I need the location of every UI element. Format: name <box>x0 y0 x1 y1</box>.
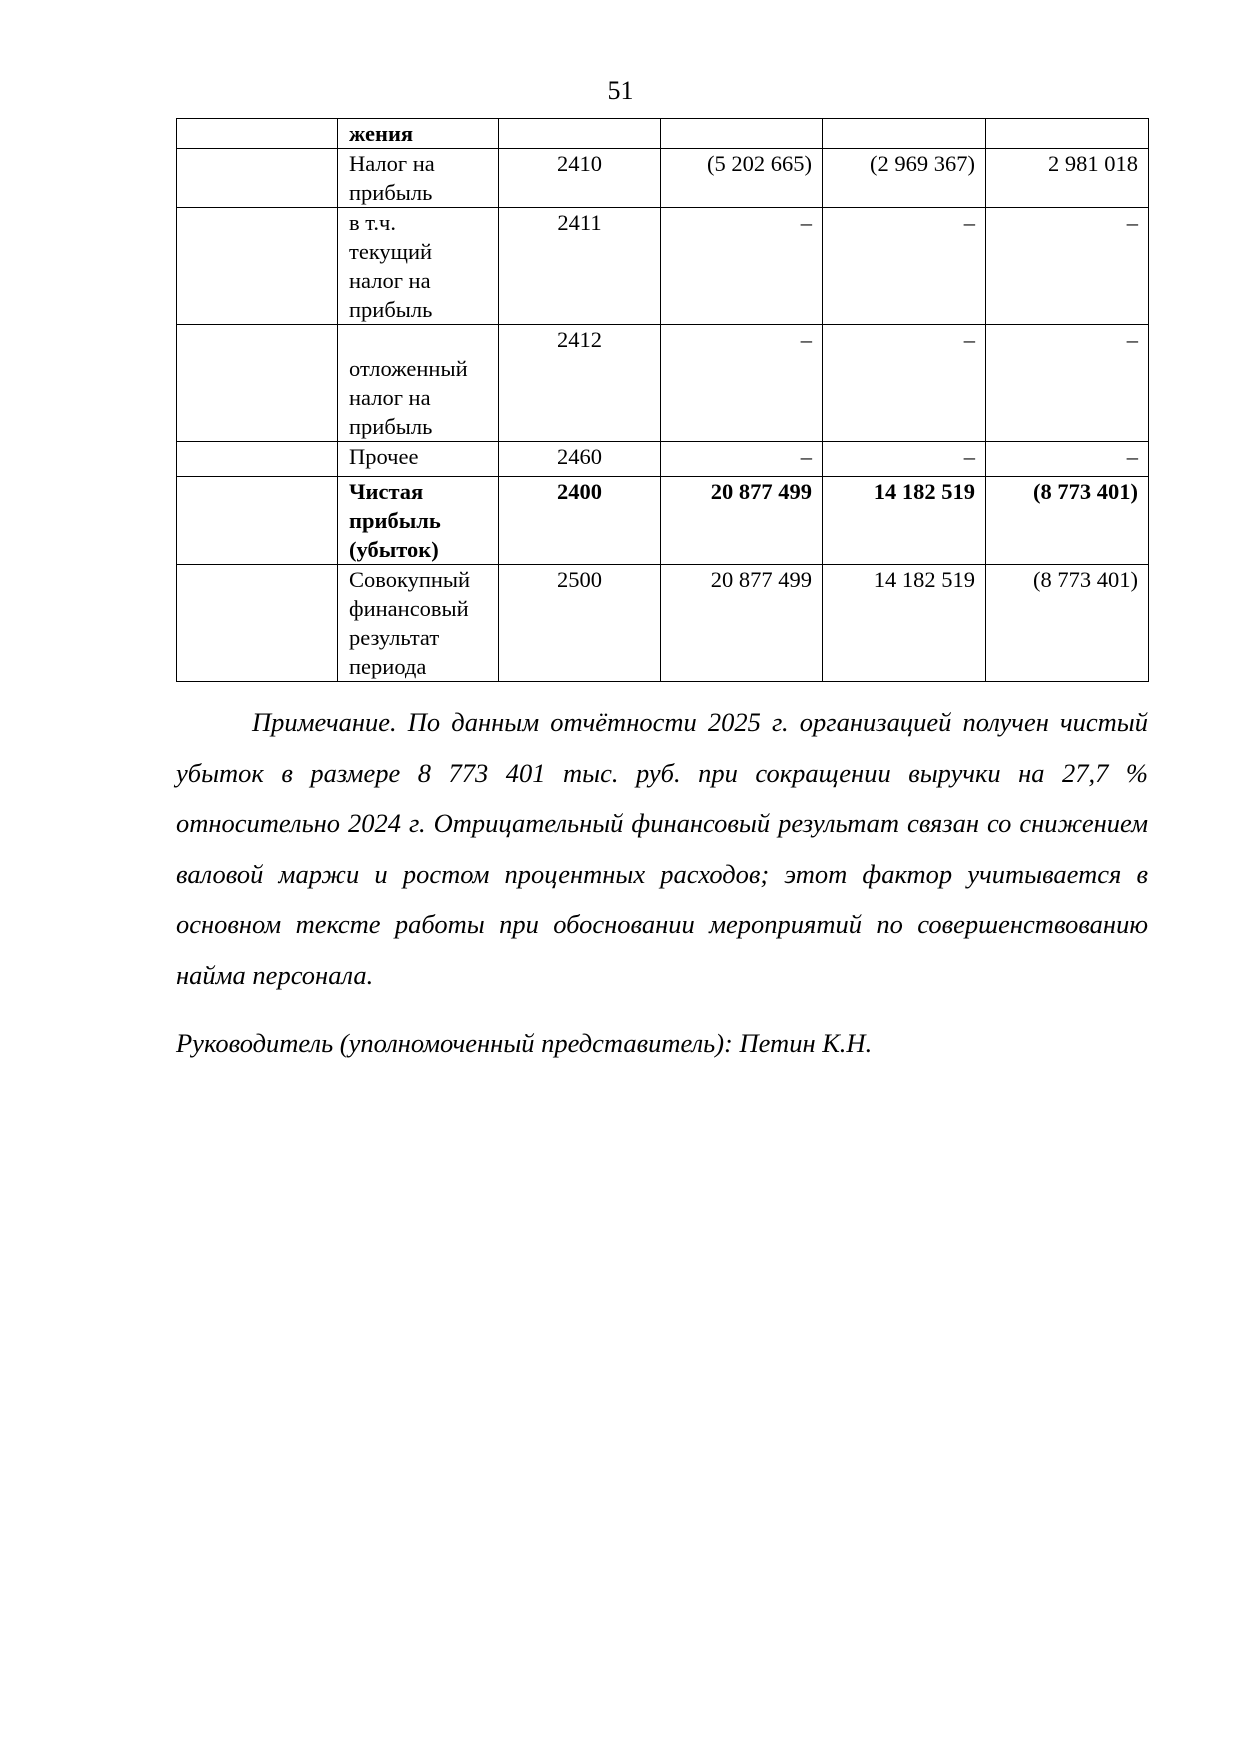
row-label-cell: Налог на прибыль <box>338 149 499 208</box>
row-value-cell <box>986 119 1149 149</box>
row-label-cell: Прочее <box>338 442 499 477</box>
row-blank-cell <box>177 442 338 477</box>
row-label-cell: в т.ч. текущий налог на прибыль <box>338 208 499 325</box>
signature-line: Руководитель (уполномоченный представитель): Петин К.Н. <box>176 1028 873 1058</box>
row-value-cell: 14 182 519 <box>823 477 986 565</box>
row-value-cell: – <box>823 325 986 442</box>
row-value-cell: – <box>661 442 823 477</box>
row-blank-cell <box>177 565 338 682</box>
row-code-cell: 2400 <box>499 477 661 565</box>
row-value-cell: – <box>661 208 823 325</box>
row-code-cell: 2500 <box>499 565 661 682</box>
row-value-cell: – <box>986 325 1149 442</box>
row-blank-cell <box>177 208 338 325</box>
table-row <box>177 442 1149 477</box>
row-value-cell: – <box>986 442 1149 477</box>
row-blank-cell <box>177 477 338 565</box>
page-number: 51 <box>607 76 634 105</box>
row-value-cell: (8 773 401) <box>986 477 1149 565</box>
row-value-cell: – <box>986 208 1149 325</box>
table-row <box>177 208 1149 325</box>
row-label-cell: отложенный налог на прибыль <box>338 325 499 442</box>
table-row <box>177 565 1149 682</box>
row-value-cell: (8 773 401) <box>986 565 1149 682</box>
row-code-cell: 2460 <box>499 442 661 477</box>
row-value-cell: – <box>823 208 986 325</box>
table-note: Примечание. По данным отчётности 2025 г. организацией получен чистый убыток в размере 8 773 401 тыс. руб. при сокращении выручки на 27,7 % относительно 2024 г. Отрицательный финансовый результат связан со снижением валовой маржи и ростом процентных расходов; этот фактор учитывается в основном тексте работы при обосновании мероприятий по совершенствованию найма персонала. <box>176 707 1148 990</box>
row-value-cell: (2 969 367) <box>823 149 986 208</box>
row-value-cell: – <box>661 325 823 442</box>
table-row <box>177 149 1149 208</box>
financial-results-table <box>176 118 1149 682</box>
row-label-cell: Совокупный финансовый результат периода <box>338 565 499 682</box>
row-value-cell: 2 981 018 <box>986 149 1149 208</box>
row-code-cell: 2412 <box>499 325 661 442</box>
row-blank-cell <box>177 119 338 149</box>
table-row <box>177 119 1149 149</box>
row-value-cell: – <box>823 442 986 477</box>
row-blank-cell <box>177 325 338 442</box>
row-blank-cell <box>177 149 338 208</box>
row-code-cell: 2410 <box>499 149 661 208</box>
row-label-cell: Чистая прибыль (убыток) <box>338 477 499 565</box>
row-value-cell: 14 182 519 <box>823 565 986 682</box>
row-label-cell: жения <box>338 119 499 149</box>
table-body <box>177 119 1149 682</box>
row-value-cell: 20 877 499 <box>661 565 823 682</box>
row-code-cell <box>499 119 661 149</box>
row-value-cell <box>823 119 986 149</box>
row-value-cell: (5 202 665) <box>661 149 823 208</box>
table-row <box>177 325 1149 442</box>
table-row <box>177 477 1149 565</box>
row-code-cell: 2411 <box>499 208 661 325</box>
row-value-cell: 20 877 499 <box>661 477 823 565</box>
row-value-cell <box>661 119 823 149</box>
